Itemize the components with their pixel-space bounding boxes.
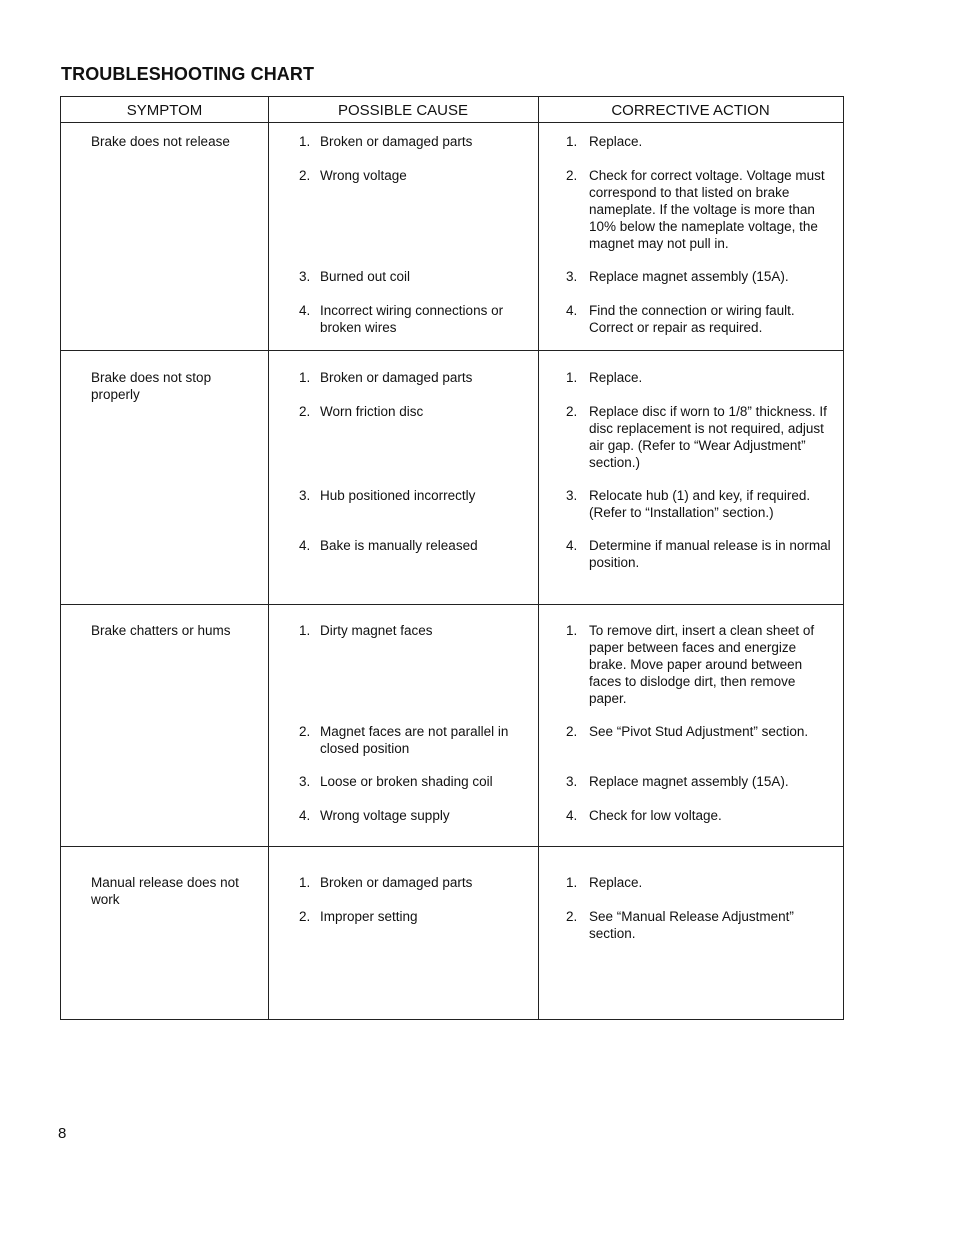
action-number: 3. bbox=[566, 269, 578, 284]
action-number: 4. bbox=[566, 303, 578, 318]
action-number: 1. bbox=[566, 875, 578, 890]
action-text: Replace. bbox=[589, 134, 643, 149]
page-title: TROUBLESHOOTING CHART bbox=[61, 64, 315, 84]
action-text: Replace magnet assembly (15A). bbox=[589, 774, 789, 789]
action-text: Replace. bbox=[589, 370, 643, 385]
header-symptom: SYMPTOM bbox=[126, 102, 203, 119]
action-number: 3. bbox=[566, 488, 578, 503]
cause-number: 4. bbox=[299, 303, 311, 318]
action-number: 4. bbox=[566, 538, 578, 553]
cause-number: 2. bbox=[299, 724, 311, 739]
cause-number: 1. bbox=[299, 134, 311, 149]
action-text: Find the connection or wiring fault. Correct or repair as required. bbox=[589, 303, 795, 335]
cause-text: Incorrect wiring connections or broken wires bbox=[320, 303, 504, 335]
column-divider bbox=[538, 97, 539, 1019]
cause-number: 1. bbox=[299, 370, 311, 385]
action-text: To remove dirt, insert a clean sheet of paper between faces and energize brake. Move paper around between faces to dislodge dirt, then remove paper. bbox=[589, 623, 815, 706]
action-number: 3. bbox=[566, 774, 578, 789]
action-number: 2. bbox=[566, 404, 578, 419]
cause-text: Burned out coil bbox=[320, 269, 411, 284]
action-text: Replace disc if worn to 1/8” thickness. If disc replacement is not required, adjust air gap. (Refer to “Wear Adjustment” section.) bbox=[589, 404, 827, 470]
header-divider bbox=[61, 122, 843, 123]
action-number: 1. bbox=[566, 134, 578, 149]
symptom-cell: Manual release does not work bbox=[91, 875, 239, 907]
cause-number: 1. bbox=[299, 875, 311, 890]
cause-number: 4. bbox=[299, 538, 311, 553]
action-number: 2. bbox=[566, 724, 578, 739]
cause-text: Worn friction disc bbox=[320, 404, 424, 419]
header-corrective-action: CORRECTIVE ACTION bbox=[611, 102, 770, 119]
cause-text: Broken or damaged parts bbox=[320, 134, 473, 149]
cause-number: 3. bbox=[299, 488, 311, 503]
header-possible-cause: POSSIBLE CAUSE bbox=[337, 102, 469, 119]
action-number: 2. bbox=[566, 909, 578, 924]
action-number: 2. bbox=[566, 168, 578, 183]
cause-number: 2. bbox=[299, 404, 311, 419]
action-text: Replace magnet assembly (15A). bbox=[589, 269, 789, 284]
cause-number: 3. bbox=[299, 774, 311, 789]
cause-text: Bake is manually released bbox=[320, 538, 478, 553]
cause-text: Broken or damaged parts bbox=[320, 370, 473, 385]
cause-text: Dirty magnet faces bbox=[320, 623, 433, 638]
row-divider bbox=[61, 846, 843, 847]
page-number: 8 bbox=[58, 1125, 67, 1142]
cause-text: Wrong voltage bbox=[320, 168, 407, 183]
action-text: Relocate hub (1) and key, if required. (Refer to “Installation” section.) bbox=[589, 488, 811, 520]
cause-text: Magnet faces are not parallel in closed position bbox=[320, 724, 509, 756]
cause-number: 1. bbox=[299, 623, 311, 638]
action-number: 1. bbox=[566, 370, 578, 385]
cause-number: 4. bbox=[299, 808, 311, 823]
row-divider bbox=[61, 350, 843, 351]
action-text: Check for correct voltage. Voltage must correspond to that listed on brake nameplate. If the voltage is more than 10% below the nameplate voltage, the magnet may not pull in. bbox=[589, 168, 825, 251]
cause-text: Loose or broken shading coil bbox=[320, 774, 493, 789]
action-text: Replace. bbox=[589, 875, 643, 890]
symptom-cell: Brake does not stop properly bbox=[91, 370, 212, 402]
action-text: Determine if manual release is in normal position. bbox=[589, 538, 831, 570]
action-number: 1. bbox=[566, 623, 578, 638]
cause-text: Hub positioned incorrectly bbox=[320, 488, 476, 503]
cause-text: Wrong voltage supply bbox=[320, 808, 450, 823]
symptom-cell: Brake chatters or hums bbox=[91, 623, 231, 638]
symptom-cell: Brake does not release bbox=[91, 134, 230, 149]
cause-text: Broken or damaged parts bbox=[320, 875, 473, 890]
column-divider bbox=[268, 97, 269, 1019]
action-number: 4. bbox=[566, 808, 578, 823]
cause-number: 2. bbox=[299, 168, 311, 183]
cause-text: Improper setting bbox=[320, 909, 418, 924]
action-text: See “Manual Release Adjustment” section. bbox=[589, 909, 794, 941]
row-divider bbox=[61, 604, 843, 605]
action-text: See “Pivot Stud Adjustment” section. bbox=[589, 724, 809, 739]
action-text: Check for low voltage. bbox=[589, 808, 722, 823]
cause-number: 3. bbox=[299, 269, 311, 284]
cause-number: 2. bbox=[299, 909, 311, 924]
